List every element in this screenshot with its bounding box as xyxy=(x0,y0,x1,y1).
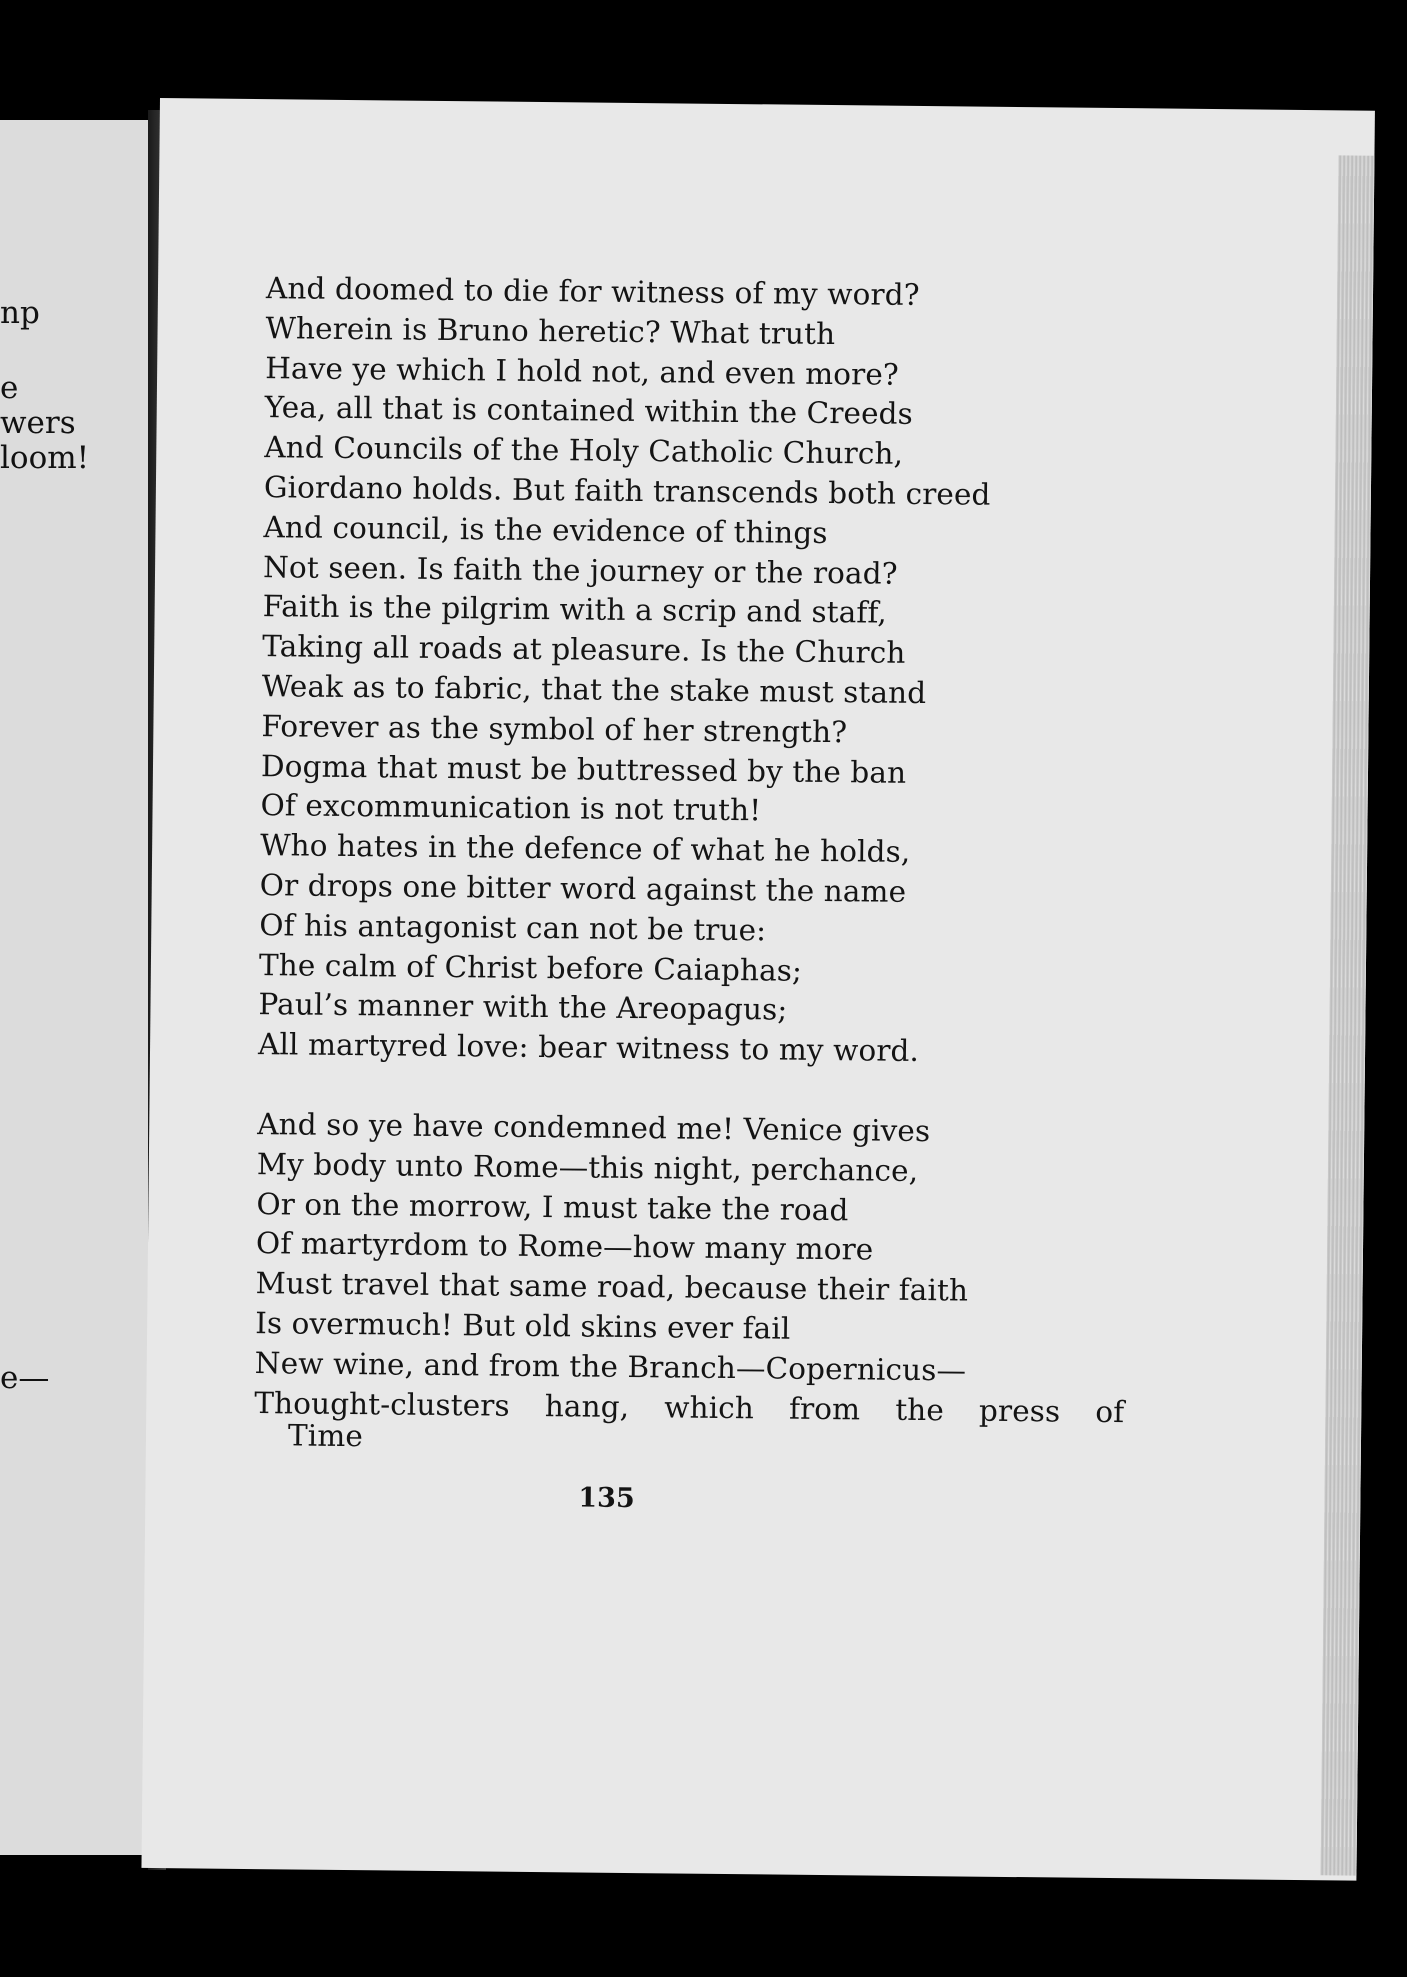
poem-line-turnover: Time xyxy=(287,1418,364,1454)
poem-line: And Councils of the Holy Catholic Church, xyxy=(264,430,904,471)
facing-page-text: e— xyxy=(0,1360,50,1396)
facing-page-fragment xyxy=(0,120,152,1855)
poem-line: And council, is the evidence of things xyxy=(263,509,828,550)
poem-word: of xyxy=(1095,1394,1125,1429)
poem-line: My body unto Rome—this night, perchance, xyxy=(256,1146,919,1188)
poem-line: Faith is the pilgrim with a scrip and staff, xyxy=(262,589,888,631)
poem-line: Or drops one bitter word against the name xyxy=(259,868,907,909)
poem-word: the xyxy=(895,1392,945,1427)
poem-line: Yea, all that is contained within the Creeds xyxy=(264,390,914,432)
poem-line: Taking all roads at pleasure. Is the Church xyxy=(262,629,906,671)
page-edge xyxy=(1320,155,1374,1875)
poem-line: Not seen. Is faith the journey or the road? xyxy=(262,549,898,591)
poem-line: Must travel that same road, because their faith xyxy=(255,1266,969,1308)
facing-page-text: loom! xyxy=(0,440,90,476)
poem-line: The calm of Christ before Caiaphas; xyxy=(258,947,803,988)
poem-line: And so ye have condemned me! Venice gives xyxy=(257,1107,931,1149)
page-number: 135 xyxy=(578,1482,635,1515)
book-page xyxy=(141,98,1374,1881)
poem-line: Forever as the symbol of her strength? xyxy=(261,708,848,749)
stanza-1 xyxy=(258,269,1286,1076)
poem-line: Giordano holds. But faith transcends both creed xyxy=(263,470,991,512)
poem-line: Wherein is Bruno heretic? What truth xyxy=(265,310,836,351)
poem-line: New wine, and from the Branch—Copernicus— xyxy=(254,1345,967,1388)
poem-line: Is overmuch! But old skins ever fail xyxy=(254,1305,791,1346)
poem-word: which xyxy=(664,1389,755,1425)
poem-line: And doomed to die for witness of my word? xyxy=(265,271,920,312)
poem-line: All martyred love: bear witness to my word. xyxy=(257,1027,920,1069)
poem-line: Weak as to fabric, that the stake must stand xyxy=(261,669,927,711)
facing-page-text: np xyxy=(0,295,40,331)
poem-word: from xyxy=(788,1391,861,1426)
poem-line: Of excommunication is not truth! xyxy=(260,788,762,828)
poem-line: Of martyrdom to Rome—how many more xyxy=(255,1226,874,1267)
poem-line: Dogma that must be buttressed by the ban xyxy=(260,748,907,790)
facing-page-text: e xyxy=(0,370,19,406)
poem-word: hang, xyxy=(544,1388,630,1424)
facing-page-text: wers xyxy=(0,405,76,441)
poem-line: Have ye which I hold not, and even more? xyxy=(265,350,899,392)
poem-line: Of his antagonist can not be true: xyxy=(259,907,767,948)
poem-word: Thought-clusters xyxy=(254,1385,510,1423)
poem-line: Who hates in the defence of what he holds, xyxy=(260,828,911,870)
poem-line: Or on the morrow, I must take the road xyxy=(256,1186,849,1227)
stanza-2 xyxy=(254,1105,1278,1458)
poem-text xyxy=(254,269,1286,1458)
poem-line: Paul’s manner with the Areopagus; xyxy=(258,987,788,1027)
poem-word: press xyxy=(978,1393,1061,1429)
